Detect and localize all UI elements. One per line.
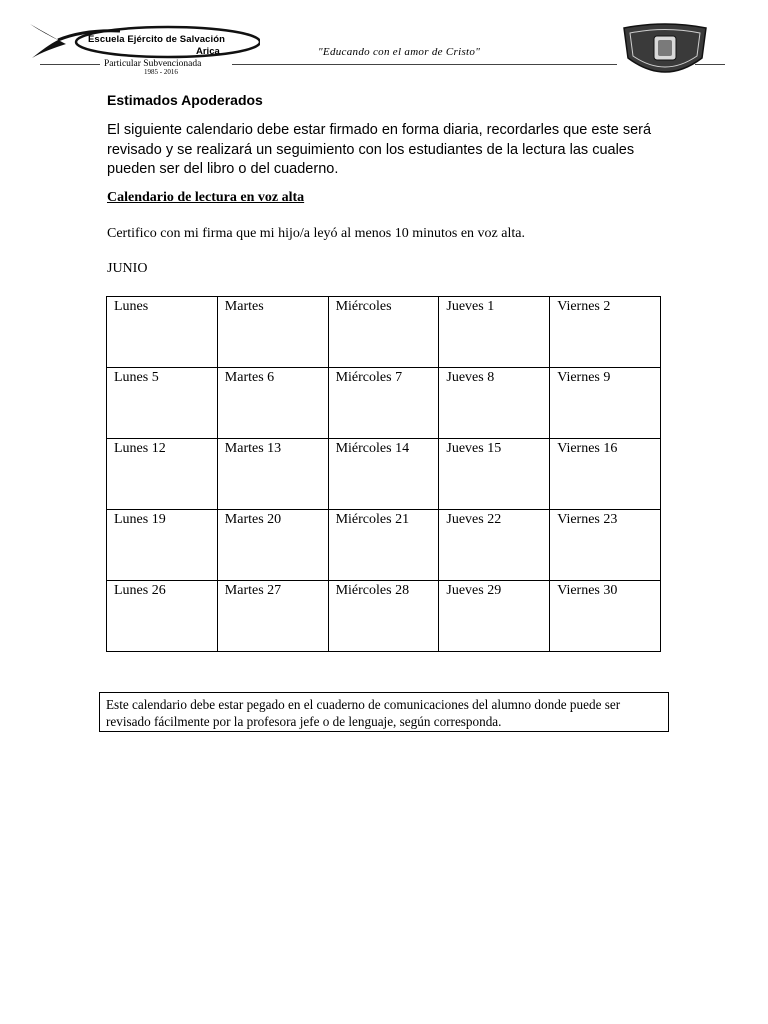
school-city: Arica [196, 46, 220, 57]
reading-calendar [106, 296, 661, 652]
calendar-day-cell[interactable]: Jueves 1 [439, 297, 550, 368]
calendar-day-cell[interactable]: Viernes 9 [550, 368, 661, 439]
calendar-day-cell[interactable]: Miércoles 7 [328, 368, 439, 439]
header-rule-middle [232, 64, 617, 65]
school-years: 1985 - 2016 [144, 68, 178, 76]
school-motto: "Educando con el amor de Cristo" [318, 46, 481, 58]
header-rule-left [40, 64, 100, 65]
calendar-day-cell[interactable]: Jueves 8 [439, 368, 550, 439]
calendar-day-cell[interactable]: Jueves 15 [439, 439, 550, 510]
instructions-note-box: Este calendario debe estar pegado en el cuaderno de comunicaciones del alumno donde puede ser revisado fácilmente por la profesora jefe o de lenguaje, según corresponda. [99, 692, 669, 732]
calendar-title: Calendario de lectura en voz alta [107, 190, 305, 205]
calendar-day-cell[interactable]: Miércoles 14 [328, 439, 439, 510]
calendar-week [107, 439, 661, 510]
greeting: Estimados Apoderados [107, 92, 263, 108]
calendar-day-cell[interactable]: Lunes 5 [107, 368, 218, 439]
calendar-day-cell[interactable]: Martes [217, 297, 328, 368]
calendar-day-cell[interactable]: Martes 13 [217, 439, 328, 510]
school-name: Escuela Ejército de Salvación [88, 34, 226, 45]
intro-paragraph: El siguiente calendario debe estar firmado en forma diaria, recordarles que este será revisado y se realizará un seguimiento con los estudiantes de la lectura las cuales pueden ser del libro o del cuaderno. [107, 122, 652, 177]
calendar-day-cell[interactable]: Miércoles 28 [328, 581, 439, 652]
month-label: JUNIO [107, 261, 148, 276]
calendar-week [107, 581, 661, 652]
school-type: Particular Subvencionada [104, 59, 202, 69]
calendar-day-cell[interactable]: Martes 6 [217, 368, 328, 439]
calendar-day-cell[interactable]: Martes 20 [217, 510, 328, 581]
calendar-day-cell[interactable]: Lunes 12 [107, 439, 218, 510]
calendar-week [107, 368, 661, 439]
calendar-day-cell[interactable]: Viernes 30 [550, 581, 661, 652]
calendar-day-cell[interactable]: Martes 27 [217, 581, 328, 652]
calendar-week [107, 510, 661, 581]
certification-text: Certifico con mi firma que mi hijo/a leyó al menos 10 minutos en voz alta. [107, 226, 525, 241]
calendar-week [107, 297, 661, 368]
calendar-day-cell[interactable]: Viernes 16 [550, 439, 661, 510]
calendar-day-cell[interactable]: Viernes 23 [550, 510, 661, 581]
calendar-day-cell[interactable]: Lunes 26 [107, 581, 218, 652]
calendar-day-cell[interactable]: Jueves 29 [439, 581, 550, 652]
calendar-day-cell[interactable]: Jueves 22 [439, 510, 550, 581]
calendar-day-cell[interactable]: Miércoles [328, 297, 439, 368]
document-header [0, 0, 768, 85]
calendar-day-cell[interactable]: Viernes 2 [550, 297, 661, 368]
salvation-army-shield-icon [620, 22, 710, 80]
calendar-day-cell[interactable]: Miércoles 21 [328, 510, 439, 581]
calendar-day-cell[interactable]: Lunes [107, 297, 218, 368]
calendar-day-cell[interactable]: Lunes 19 [107, 510, 218, 581]
